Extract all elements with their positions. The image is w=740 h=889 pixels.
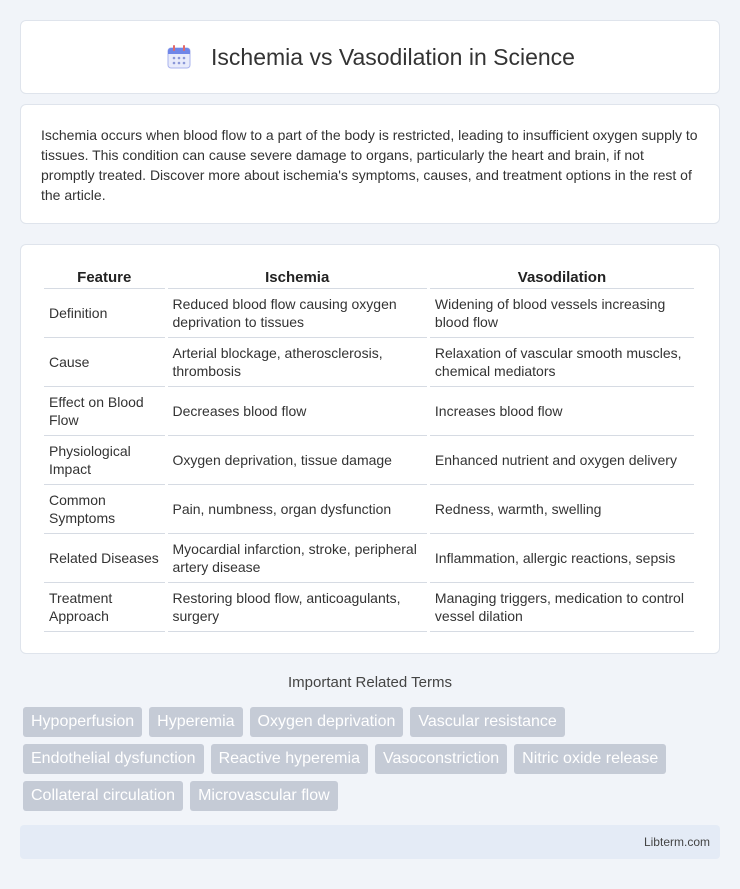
page-title: Ischemia vs Vasodilation in Science (211, 43, 575, 70)
vasodilation-cell: Managing triggers, medication to control vessel dilation (430, 583, 694, 632)
intro-text: Ischemia occurs when blood flow to a part of the body is restricted, leading to insufficient oxygen supply to tissues. This condition can cause severe damage to organs, particularly the heart and brain, if not promptly treated. Discover more about ischemia's symptoms, causes, and treatment options in the rest of the article. (41, 127, 698, 203)
table-row (44, 338, 694, 387)
intro-card (20, 104, 720, 224)
table-row (44, 289, 694, 338)
ischemia-cell: Oxygen deprivation, tissue damage (168, 436, 427, 485)
vasodilation-cell: Inflammation, allergic reactions, sepsis (430, 534, 694, 583)
related-term-tag[interactable]: Microvascular flow (190, 781, 338, 811)
related-term-tag[interactable]: Endothelial dysfunction (23, 744, 204, 774)
ischemia-cell: Reduced blood flow causing oxygen deprivation to tissues (168, 289, 427, 338)
footer-site-link[interactable]: Libterm.com (643, 835, 710, 849)
footer (20, 825, 720, 859)
related-term-tag[interactable]: Oxygen deprivation (250, 707, 404, 737)
feature-cell: Effect on Blood Flow (44, 387, 165, 436)
feature-cell: Cause (44, 338, 165, 387)
feature-cell: Physiological Impact (44, 436, 165, 485)
related-term-tag[interactable]: Vasoconstriction (375, 744, 507, 774)
related-term-tag[interactable]: Reactive hyperemia (211, 744, 368, 774)
ischemia-cell: Pain, numbness, organ dysfunction (168, 485, 427, 534)
table-row (44, 436, 694, 485)
related-term-tag[interactable]: Hypoperfusion (23, 707, 142, 737)
header-ischemia: Ischemia (168, 265, 427, 289)
vasodilation-cell: Redness, warmth, swelling (430, 485, 694, 534)
vasodilation-cell: Relaxation of vascular smooth muscles, chemical mediators (430, 338, 694, 387)
table-row (44, 534, 694, 583)
vasodilation-cell: Enhanced nutrient and oxygen delivery (430, 436, 694, 485)
header (165, 43, 575, 71)
table-row (44, 485, 694, 534)
comparison-table-card (20, 244, 720, 654)
header-feature: Feature (44, 265, 165, 289)
feature-cell: Related Diseases (44, 534, 165, 583)
feature-cell: Treatment Approach (44, 583, 165, 632)
related-term-tag[interactable]: Collateral circulation (23, 781, 183, 811)
vasodilation-cell: Widening of blood vessels increasing blood flow (430, 289, 694, 338)
table-row (44, 583, 694, 632)
related-terms-list (23, 707, 723, 811)
comparison-table (41, 265, 697, 632)
ischemia-cell: Myocardial infarction, stroke, peripheral artery disease (168, 534, 427, 583)
calendar-icon (165, 43, 193, 71)
table-header-row (44, 265, 694, 289)
vasodilation-cell: Increases blood flow (430, 387, 694, 436)
related-terms-title: Important Related Terms (288, 674, 452, 691)
header-card (20, 20, 720, 94)
related-term-tag[interactable]: Hyperemia (149, 707, 242, 737)
related-term-tag[interactable]: Vascular resistance (410, 707, 564, 737)
table-row (44, 387, 694, 436)
ischemia-cell: Restoring blood flow, anticoagulants, surgery (168, 583, 427, 632)
feature-cell: Common Symptoms (44, 485, 165, 534)
ischemia-cell: Arterial blockage, atherosclerosis, thrombosis (168, 338, 427, 387)
header-vasodilation: Vasodilation (430, 265, 694, 289)
ischemia-cell: Decreases blood flow (168, 387, 427, 436)
related-term-tag[interactable]: Nitric oxide release (514, 744, 666, 774)
feature-cell: Definition (44, 289, 165, 338)
